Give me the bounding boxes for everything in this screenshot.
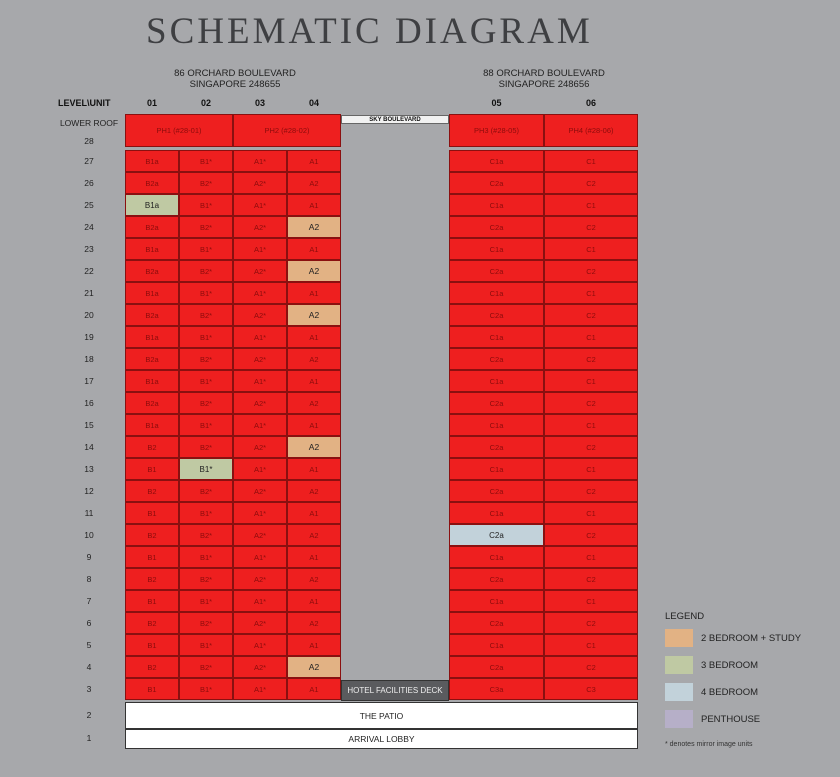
unit-cell[interactable]: C1 [544,546,638,568]
unit-cell[interactable]: C2 [544,524,638,546]
unit-cell[interactable]: A2* [233,392,287,414]
penthouse-ph2[interactable]: PH2 (#28-02) [233,114,341,147]
unit-cell[interactable]: B1 [125,502,179,524]
legend-item [665,683,758,701]
unit-cell[interactable]: B2* [179,216,233,238]
unit-cell[interactable]: A2 [287,480,341,502]
lower-roof-label: LOWER ROOF [59,118,119,128]
level-label: 16 [84,398,94,408]
unit-cell[interactable]: B1a [125,238,179,260]
unit-cell[interactable]: B1a [125,194,179,216]
unit-cell[interactable]: B1* [179,590,233,612]
legend-item [665,710,760,728]
unit-cell[interactable]: B1* [179,678,233,700]
unit-column-header: 05 [491,98,502,108]
unit-cell[interactable]: A2 [287,524,341,546]
unit-cell[interactable]: C1 [544,414,638,436]
unit-cell[interactable]: B2* [179,172,233,194]
unit-cell[interactable]: C1a [449,546,544,568]
unit-cell[interactable]: A2 [287,612,341,634]
unit-cell[interactable]: C3a [449,678,544,700]
unit-cell[interactable]: B2* [179,524,233,546]
unit-cell[interactable]: B2* [179,304,233,326]
unit-cell[interactable]: C1a [449,370,544,392]
arrival-lobby: ARRIVAL LOBBY [125,729,638,749]
penthouse-ph4[interactable]: PH4 (#28-06) [544,114,638,147]
unit-cell[interactable]: B1* [179,634,233,656]
unit-cell[interactable]: B1 [125,634,179,656]
unit-cell[interactable]: C2a [449,392,544,414]
unit-cell[interactable]: A1* [233,282,287,304]
unit-cell[interactable]: C2 [544,216,638,238]
unit-cell[interactable]: A2* [233,216,287,238]
unit-cell[interactable]: A2 [287,172,341,194]
unit-cell[interactable]: C1a [449,282,544,304]
building-88-label [459,68,629,90]
unit-cell[interactable]: B1a [125,370,179,392]
unit-cell[interactable]: C2a [449,436,544,458]
unit-cell[interactable]: B1* [179,458,233,480]
unit-cell[interactable]: B1* [179,370,233,392]
page-title: SCHEMATIC DIAGRAM [146,11,593,52]
unit-cell[interactable]: B2 [125,480,179,502]
unit-cell[interactable]: C2a [449,480,544,502]
unit-cell[interactable]: C1 [544,502,638,524]
unit-cell[interactable]: A1* [233,502,287,524]
unit-column-header: 04 [308,98,319,108]
atrium-void [341,124,449,679]
unit-cell[interactable]: B2a [125,216,179,238]
unit-cell[interactable]: C1a [449,590,544,612]
unit-cell[interactable]: B2 [125,612,179,634]
unit-cell[interactable]: A2* [233,172,287,194]
level-label: 12 [84,486,94,496]
level-label: 9 [86,552,92,562]
building-86-address: 86 ORCHARD BOULEVARD [174,68,296,79]
unit-cell[interactable]: C2a [449,260,544,282]
unit-cell[interactable]: C2 [544,260,638,282]
unit-cell[interactable]: A2* [233,348,287,370]
unit-cell[interactable]: B2* [179,480,233,502]
unit-cell[interactable]: A1 [287,634,341,656]
penthouse-ph1[interactable]: PH1 (#28-01) [125,114,233,147]
unit-cell[interactable]: C2 [544,436,638,458]
building-88-address: 88 ORCHARD BOULEVARD [483,68,605,79]
unit-cell[interactable]: C2 [544,172,638,194]
unit-cell[interactable]: A2 [287,568,341,590]
unit-cell[interactable]: C1 [544,282,638,304]
legend-label: 4 BEDROOM [701,686,759,698]
unit-cell[interactable]: B1* [179,194,233,216]
unit-cell[interactable]: C2a [449,304,544,326]
unit-cell[interactable]: A2* [233,568,287,590]
unit-cell[interactable]: C1 [544,370,638,392]
unit-cell[interactable]: A2 [287,436,341,458]
level-label: 11 [84,508,94,518]
unit-cell[interactable]: C1a [449,238,544,260]
unit-cell[interactable]: A1 [287,502,341,524]
unit-cell[interactable]: A1 [287,194,341,216]
unit-cell[interactable]: B2a [125,172,179,194]
unit-cell[interactable]: C1a [449,634,544,656]
legend-label: PENTHOUSE [701,713,761,725]
unit-cell[interactable]: A1 [287,546,341,568]
unit-cell[interactable]: B1* [179,414,233,436]
level-label: 18 [84,354,94,364]
unit-cell[interactable]: A2 [287,304,341,326]
legend-swatch [665,656,693,674]
unit-column-header: 03 [254,98,265,108]
unit-column-header: 02 [200,98,211,108]
unit-cell[interactable]: C2 [544,568,638,590]
unit-cell[interactable]: C1a [449,414,544,436]
unit-cell[interactable]: C2 [544,392,638,414]
unit-cell[interactable]: A2* [233,436,287,458]
unit-cell[interactable]: C1a [449,326,544,348]
unit-cell[interactable]: C2a [449,524,544,546]
unit-cell[interactable]: A1* [233,326,287,348]
unit-cell[interactable]: C1 [544,238,638,260]
unit-cell[interactable]: B1 [125,678,179,700]
legend-note: * denotes mirror image units [665,741,753,748]
unit-cell[interactable]: B2* [179,260,233,282]
unit-cell[interactable]: B2 [125,568,179,590]
unit-cell[interactable]: B1a [125,282,179,304]
unit-cell[interactable]: B2 [125,524,179,546]
unit-cell[interactable]: A2* [233,656,287,678]
level-label: 22 [84,266,94,276]
unit-cell[interactable]: C1 [544,634,638,656]
unit-cell[interactable]: A1* [233,458,287,480]
building-86-label [150,68,320,90]
unit-cell[interactable]: B2a [125,304,179,326]
unit-cell[interactable]: A2* [233,304,287,326]
level-label: 6 [86,618,92,628]
unit-cell[interactable]: B2* [179,392,233,414]
unit-cell[interactable]: C2a [449,216,544,238]
unit-cell[interactable]: C1 [544,590,638,612]
unit-cell[interactable]: A1 [287,326,341,348]
unit-cell[interactable]: A1* [233,634,287,656]
unit-cell[interactable]: B2* [179,612,233,634]
unit-cell[interactable]: B1* [179,150,233,172]
unit-cell[interactable]: C2 [544,348,638,370]
unit-cell[interactable]: B2 [125,656,179,678]
unit-cell[interactable]: B1a [125,150,179,172]
unit-cell[interactable]: A1* [233,414,287,436]
the-patio: THE PATIO [125,702,638,729]
level-label: 2 [86,710,92,720]
unit-cell[interactable]: C1 [544,194,638,216]
level-label: 25 [84,200,94,210]
unit-cell[interactable]: A2 [287,216,341,238]
building-86-postcode: SINGAPORE 248655 [189,79,281,90]
unit-cell[interactable]: B2* [179,568,233,590]
unit-cell[interactable]: B1 [125,546,179,568]
level-label: 19 [84,332,94,342]
unit-cell[interactable]: A2 [287,392,341,414]
unit-cell[interactable]: C1a [449,458,544,480]
level-label: 20 [84,310,94,320]
unit-cell[interactable]: C1 [544,458,638,480]
unit-cell[interactable]: C2 [544,304,638,326]
level-label: 26 [84,178,94,188]
unit-cell[interactable]: B2* [179,656,233,678]
level-label: 3 [86,684,92,694]
unit-cell[interactable]: B2a [125,348,179,370]
unit-cell[interactable]: A1* [233,194,287,216]
unit-cell[interactable]: C2a [449,348,544,370]
unit-cell[interactable]: B1* [179,326,233,348]
level-label: 21 [84,288,94,298]
unit-cell[interactable]: A1* [233,678,287,700]
level-label: 10 [84,530,94,540]
unit-cell[interactable]: B1* [179,238,233,260]
level-label: 1 [86,733,92,743]
legend-label: 2 BEDROOM + STUDY [701,632,802,644]
unit-cell[interactable]: C3 [544,678,638,700]
legend-swatch [665,683,693,701]
unit-cell[interactable]: A1 [287,282,341,304]
unit-cell[interactable]: B1* [179,502,233,524]
unit-cell[interactable]: A1* [233,590,287,612]
level-label: 28 [84,136,94,146]
unit-cell[interactable]: C2 [544,656,638,678]
penthouse-ph3[interactable]: PH3 (#28-05) [449,114,544,147]
legend-swatch [665,629,693,647]
unit-cell[interactable]: C2a [449,172,544,194]
unit-cell[interactable]: B2a [125,392,179,414]
level-label: 17 [84,376,94,386]
level-label: 27 [84,156,94,166]
level-label: 7 [86,596,92,606]
unit-cell[interactable]: A1 [287,458,341,480]
unit-cell[interactable]: A2* [233,612,287,634]
sky-boulevard: SKY BOULEVARD [341,115,449,124]
level-label: 13 [84,464,94,474]
unit-cell[interactable]: A2* [233,524,287,546]
unit-cell[interactable]: C1a [449,194,544,216]
unit-cell[interactable]: B1a [125,326,179,348]
unit-cell[interactable]: B1a [125,414,179,436]
unit-cell[interactable]: C1a [449,502,544,524]
unit-cell[interactable]: C1 [544,150,638,172]
unit-cell[interactable]: C2 [544,480,638,502]
unit-cell[interactable]: B1* [179,282,233,304]
unit-column-header: 06 [585,98,596,108]
unit-cell[interactable]: A1* [233,150,287,172]
unit-cell[interactable]: B1 [125,590,179,612]
unit-cell[interactable]: A2* [233,260,287,282]
unit-cell[interactable]: C1 [544,326,638,348]
level-unit-header: LEVEL\UNIT [58,98,111,108]
unit-column-header: 01 [146,98,157,108]
unit-cell[interactable]: B1* [179,546,233,568]
unit-cell[interactable]: B2a [125,260,179,282]
level-label: 5 [86,640,92,650]
unit-cell[interactable]: C2a [449,656,544,678]
unit-cell[interactable]: A1* [233,238,287,260]
unit-cell[interactable]: B2 [125,436,179,458]
unit-cell[interactable]: A1 [287,678,341,700]
legend-label: 3 BEDROOM [701,659,759,671]
unit-cell[interactable]: A1* [233,370,287,392]
unit-cell[interactable]: A1 [287,590,341,612]
level-label: 4 [86,662,92,672]
unit-cell[interactable]: A2 [287,656,341,678]
level-label: 8 [86,574,92,584]
unit-cell[interactable]: A1* [233,546,287,568]
unit-cell[interactable]: C2 [544,612,638,634]
unit-cell[interactable]: A2* [233,480,287,502]
level-label: 15 [84,420,94,430]
unit-cell[interactable]: B2* [179,348,233,370]
unit-cell[interactable]: A1 [287,370,341,392]
unit-cell[interactable]: C2a [449,568,544,590]
unit-cell[interactable]: A2 [287,260,341,282]
level-label: 14 [84,442,94,452]
hotel-facilities-deck: HOTEL FACILITIES DECK [341,680,449,701]
legend-swatch [665,710,693,728]
unit-cell[interactable]: B1 [125,458,179,480]
unit-cell[interactable]: B2* [179,436,233,458]
unit-cell[interactable]: A1 [287,150,341,172]
unit-cell[interactable]: A1 [287,238,341,260]
legend-item [665,656,758,674]
unit-cell[interactable]: A1 [287,414,341,436]
unit-cell[interactable]: A2 [287,348,341,370]
building-88-postcode: SINGAPORE 248656 [498,79,590,90]
legend-title: LEGEND [665,611,705,622]
legend-item [665,629,801,647]
level-label: 23 [84,244,94,254]
unit-cell[interactable]: C1a [449,150,544,172]
unit-cell[interactable]: C2a [449,612,544,634]
level-label: 24 [84,222,94,232]
